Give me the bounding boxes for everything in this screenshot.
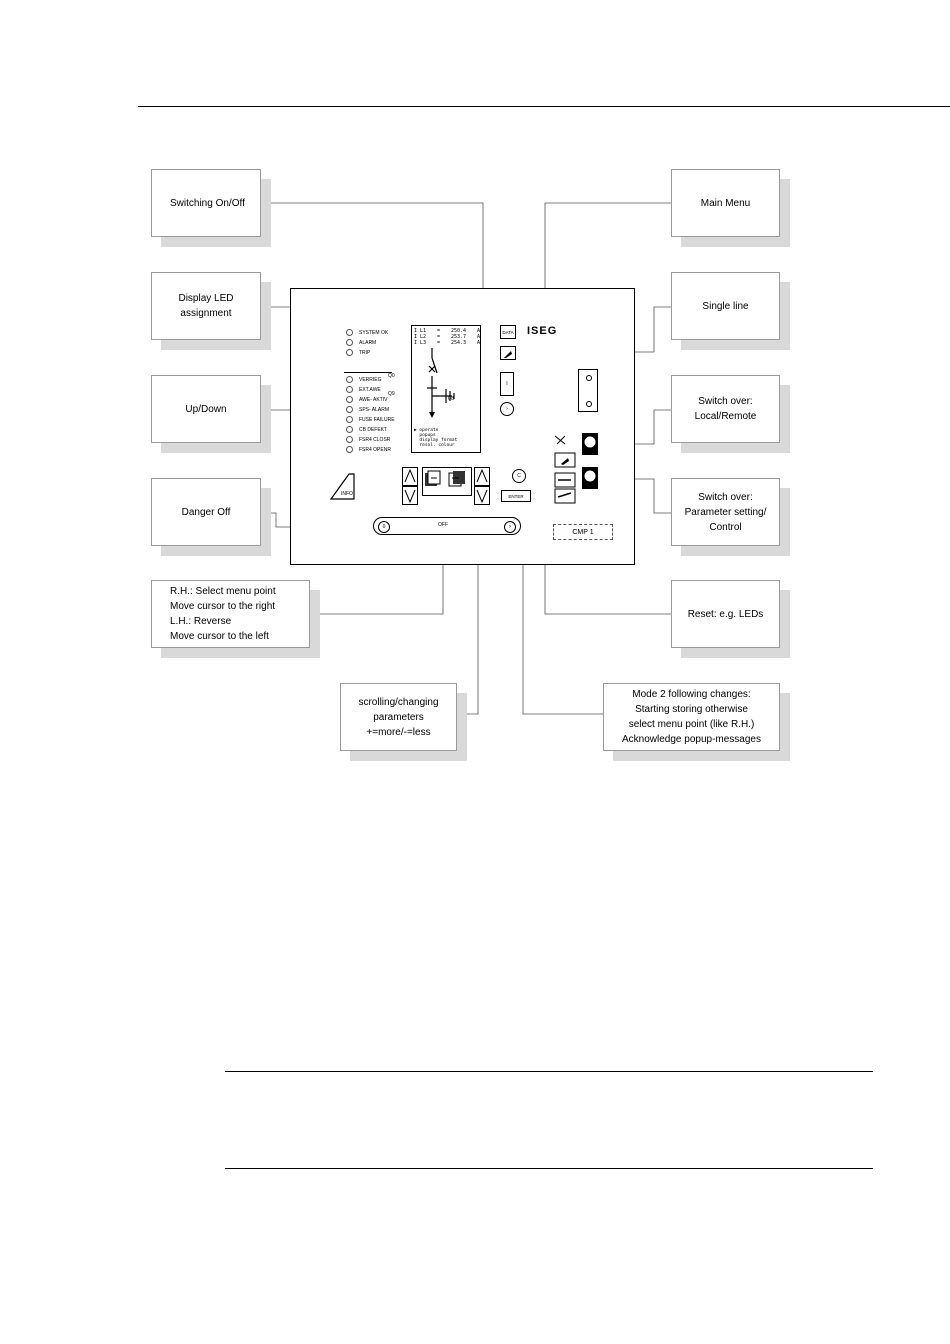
left-up-button[interactable] (402, 467, 418, 486)
key-switch-bottom-knob (586, 401, 592, 407)
led-list-item: SPS- ALARM (346, 406, 389, 414)
off-symbol: › (506, 406, 508, 412)
led-indicator (346, 396, 353, 403)
led-indicator (346, 386, 353, 393)
lcd-measurement-row: I L3 = 254.3 A (414, 340, 480, 346)
lcd-menu-item: ▶ operate (414, 428, 439, 433)
local-remote-selector[interactable] (553, 431, 613, 511)
single-line-diagram (412, 348, 480, 428)
lcd-measurement-row: I L2 = 253.7 A (414, 334, 480, 340)
arrow-up-icon (403, 468, 417, 485)
led-list-item: FUSE FAILURE (346, 416, 395, 424)
left-down-button[interactable] (402, 486, 418, 505)
callout-mode2: Mode 2 following changes: Starting storing otherwise select menu point (like R.H.) Acknowledge popup-messages (603, 683, 780, 751)
callout-scrolling: scrolling/changing parameters +=more/-=less (340, 683, 457, 751)
led-trip: TRIP (346, 349, 370, 357)
callout-rh-lh-select: R.H.: Select menu point Move cursor to the right L.H.: Reverse Move cursor to the left (151, 580, 310, 648)
led-indicator (346, 426, 353, 433)
on-label: I (506, 381, 508, 387)
callout-local-remote: Switch over: Local/Remote (671, 375, 780, 443)
lcd-menu-item: popups (419, 433, 436, 438)
key-switch-top-knob (586, 375, 592, 381)
danger-off-zero: 0 (378, 521, 390, 533)
lcd-label-q8: Q8 (448, 396, 455, 402)
led-indicator (346, 436, 353, 443)
enter-label: ENTER (508, 493, 524, 499)
switch-off-button[interactable] (500, 402, 514, 416)
callout-reset-leds: Reset: e.g. LEDs (671, 580, 780, 648)
arrow-down-icon (403, 487, 417, 504)
key-switch[interactable] (578, 369, 598, 412)
single-line-button[interactable] (500, 346, 516, 360)
lcd-display (411, 325, 481, 453)
led-list-item: EXT.AWE (346, 386, 381, 394)
switch-on-button[interactable] (500, 372, 514, 396)
led-list-item: FSR4 OPENR (346, 446, 391, 454)
callout-single-line: Single line (671, 272, 780, 340)
device-panel (290, 288, 635, 565)
callout-up-down: Up/Down (151, 375, 261, 443)
led-indicator (346, 349, 353, 356)
led-assignment-list (344, 372, 395, 455)
led-indicator (346, 416, 353, 423)
data-button[interactable] (500, 325, 516, 339)
callout-danger-off: Danger Off (151, 478, 261, 546)
c-label: C (517, 473, 521, 479)
enter-button[interactable] (501, 490, 531, 502)
right-up-button[interactable] (474, 467, 490, 486)
danger-off-bar[interactable] (373, 517, 521, 535)
right-down-button[interactable] (474, 486, 490, 505)
single-line-icon (501, 348, 515, 360)
led-list-item: VERRIEG (346, 376, 382, 384)
danger-off-arrow: › (504, 521, 516, 533)
cursor-left-right-icon (423, 468, 471, 495)
lcd-menu-item: display format (419, 438, 458, 443)
callout-main-menu: Main Menu (671, 169, 780, 237)
led-system-ok: SYSTEM OK (346, 329, 388, 337)
cursor-button-group (422, 467, 472, 496)
led-list-item: FSR4 CLOSR (346, 436, 390, 444)
model-label (553, 524, 613, 540)
lcd-measurement-row: I L1 = 250.4 A (414, 328, 480, 334)
model-text: CMP 1 (572, 528, 594, 536)
lcd-menu-item: resol. colour (419, 443, 455, 448)
danger-off-label: OFF (438, 522, 448, 528)
arrow-up-icon (475, 468, 489, 485)
callout-switching-onoff: Switching On/Off (151, 169, 261, 237)
lcd-menu (414, 428, 457, 448)
led-alarm: ALARM (346, 339, 376, 347)
data-button-label: DATA (502, 329, 514, 335)
arrow-down-icon (475, 487, 489, 504)
led-indicator (346, 329, 353, 336)
led-indicator (346, 446, 353, 453)
callout-parameter-control: Switch over: Parameter setting/ Control (671, 478, 780, 546)
led-list-item: AWE- AKTIV (346, 396, 387, 404)
callout-display-led-assignment: Display LED assignment (151, 272, 261, 340)
iseg-logo: ISEG (527, 325, 558, 337)
cursor-icon: ▶ (414, 428, 420, 433)
led-indicator (346, 376, 353, 383)
led-indicator (346, 339, 353, 346)
lcd-label-q0: Q0 (388, 373, 395, 379)
led-list-item: CB DEFEKT (346, 426, 387, 434)
info-button[interactable] (329, 472, 359, 502)
c-reset-button[interactable] (512, 469, 526, 483)
led-indicator (346, 406, 353, 413)
info-button-label: INFO (341, 491, 353, 497)
lcd-label-q9: Q9 (388, 391, 395, 397)
